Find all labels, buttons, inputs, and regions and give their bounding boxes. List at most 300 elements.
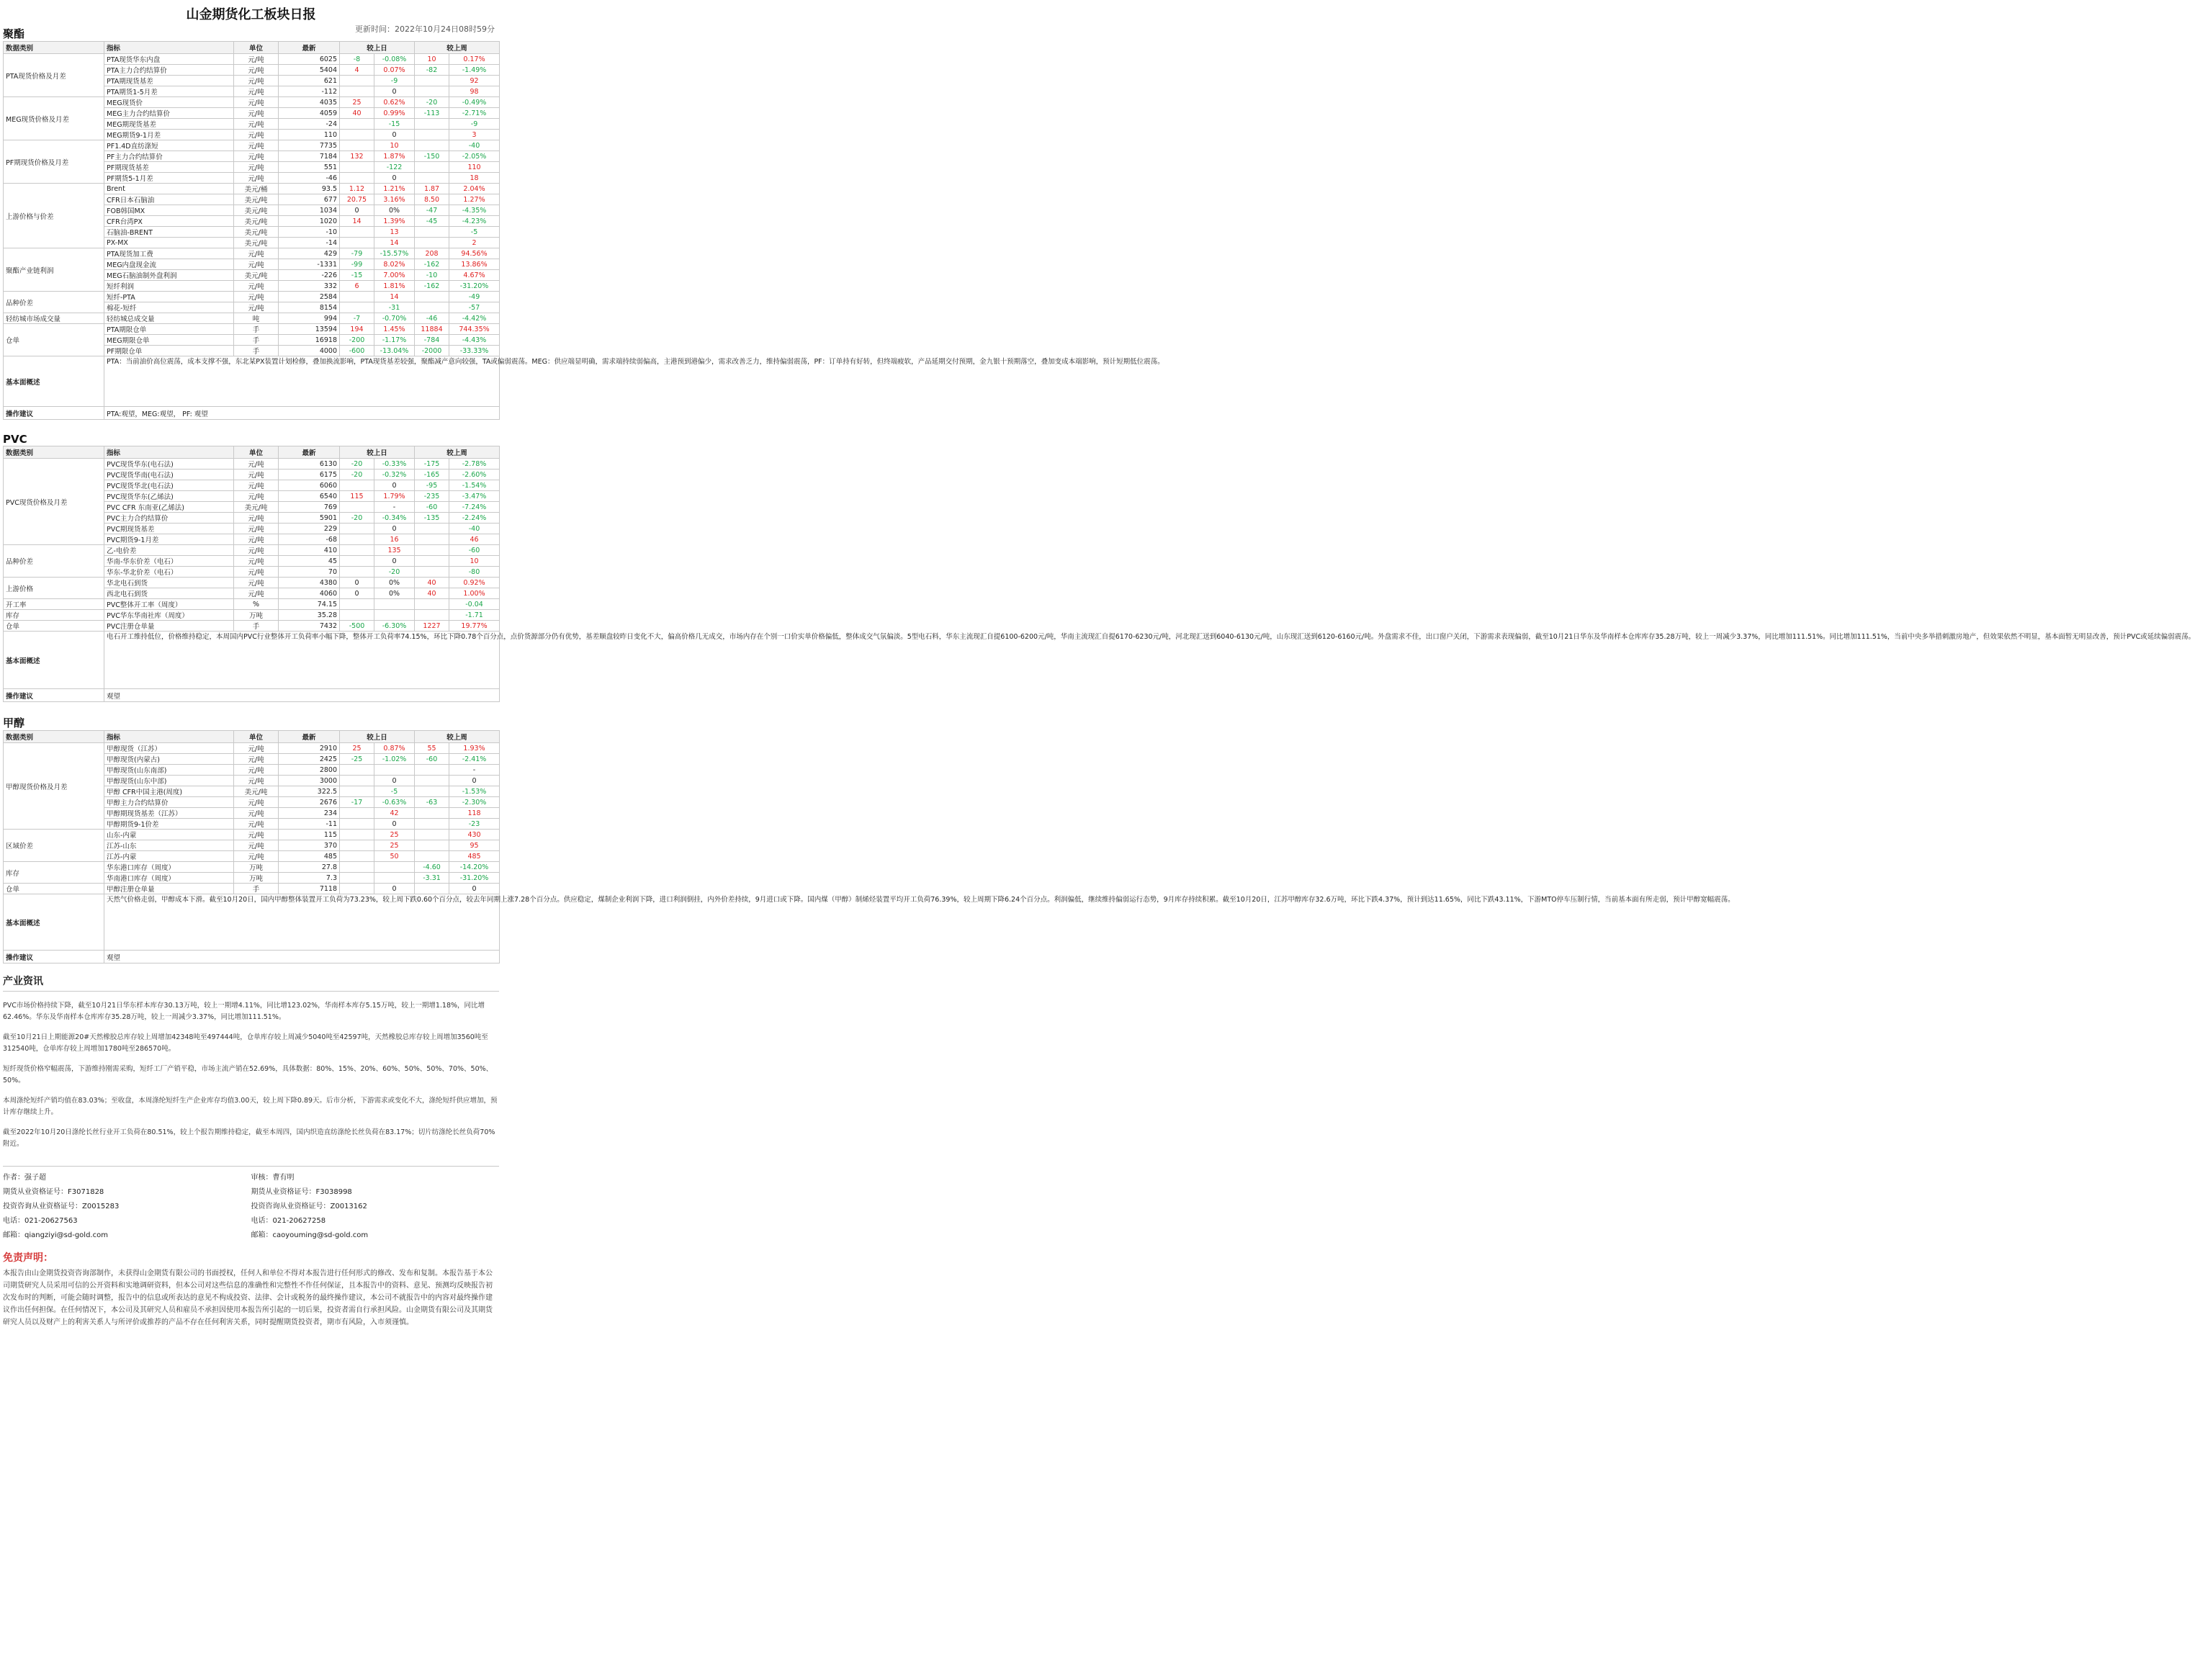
table-header xyxy=(4,731,500,743)
row-unit: 元/吨 xyxy=(234,840,279,851)
row-change-day: -600 xyxy=(340,346,374,356)
row-indicator: MEG内盘现金流 xyxy=(104,259,234,270)
row-change-week: 744.35% xyxy=(449,324,500,335)
row-indicator: PTA现货华东内盘 xyxy=(104,54,234,65)
row-change-week xyxy=(415,599,449,610)
row-change-day xyxy=(340,851,374,862)
row-change-day xyxy=(340,238,374,248)
row-latest: 5901 xyxy=(279,513,340,524)
row-change-week: -9 xyxy=(449,119,500,130)
row-change-week: -2.24% xyxy=(449,513,500,524)
row-unit: 元/吨 xyxy=(234,776,279,786)
row-indicator: CFR日本石脑油 xyxy=(104,194,234,205)
row-change-day xyxy=(340,292,374,302)
row-indicator: PTA现货加工费 xyxy=(104,248,234,259)
table-row xyxy=(4,578,500,588)
row-change-week: -4.23% xyxy=(449,216,500,227)
row-unit: 万吨 xyxy=(234,873,279,884)
row-change-week: -2.41% xyxy=(449,754,500,765)
row-change-week: -60 xyxy=(449,545,500,556)
row-latest: 485 xyxy=(279,851,340,862)
row-unit: 美元/吨 xyxy=(234,238,279,248)
row-change-week: -0.49% xyxy=(449,97,500,108)
row-unit: % xyxy=(234,599,279,610)
row-indicator: PF主力合约结算价 xyxy=(104,151,234,162)
row-indicator: 甲醇主力合约结算价 xyxy=(104,797,234,808)
row-indicator: PVC现货华东(乙烯法) xyxy=(104,491,234,502)
row-change-day xyxy=(340,524,374,534)
row-change-week: -4.42% xyxy=(449,313,500,324)
row-category: PVC现货价格及月差 xyxy=(4,459,104,545)
row-change-week: -60 xyxy=(415,502,449,513)
row-change-day: -8 xyxy=(340,54,374,65)
row-latest: -10 xyxy=(279,227,340,238)
row-unit: 元/吨 xyxy=(234,754,279,765)
row-latest: 6025 xyxy=(279,54,340,65)
row-category: 品种价差 xyxy=(4,545,104,578)
table-row xyxy=(4,830,500,840)
industry-body xyxy=(3,1000,499,1150)
row-latest: 4000 xyxy=(279,346,340,356)
header-latest: 最新 xyxy=(279,731,340,743)
row-change-week: 55 xyxy=(415,743,449,754)
row-latest: 769 xyxy=(279,502,340,513)
row-unit: 元/吨 xyxy=(234,513,279,524)
row-category: PF期现货价格及月差 xyxy=(4,140,104,184)
author-line: 期货从业资格证号：F3038998 xyxy=(251,1188,352,1196)
row-indicator: PVC期货9-1月差 xyxy=(104,534,234,545)
row-category: 聚酯产业链利润 xyxy=(4,248,104,292)
row-change-day: -0.08% xyxy=(374,54,415,65)
row-unit: 万吨 xyxy=(234,610,279,621)
row-indicator: PTA期现货基差 xyxy=(104,76,234,86)
row-unit: 手 xyxy=(234,621,279,632)
row-change-day: - xyxy=(374,502,415,513)
row-unit: 元/吨 xyxy=(234,567,279,578)
row-change-day xyxy=(340,808,374,819)
row-unit: 元/吨 xyxy=(234,797,279,808)
disclaimer xyxy=(3,1250,499,1329)
data-table xyxy=(3,446,2195,702)
advice-row xyxy=(4,689,500,702)
row-change-day: -1.17% xyxy=(374,335,415,346)
summary-label: 基本面概述 xyxy=(4,356,104,407)
row-change-day xyxy=(340,545,374,556)
row-change-week: -0.04 xyxy=(449,599,500,610)
row-indicator: 江苏-内蒙 xyxy=(104,851,234,862)
author-line: 期货从业资格证号：F3071828 xyxy=(3,1188,104,1196)
row-change-day: 0 xyxy=(374,130,415,140)
row-change-day xyxy=(340,140,374,151)
news-paragraph: 短纤现货价格窄幅震荡，下游维持刚需采购，短纤工厂产销平稳，市场主流产销在52.69%，具体数据：80%、15%、20%、60%、50%、50%、70%、50%、50%。 xyxy=(3,1065,493,1084)
row-change-week xyxy=(415,556,449,567)
row-latest: 4060 xyxy=(279,588,340,599)
row-change-day: -200 xyxy=(340,335,374,346)
row-change-day: 10 xyxy=(374,140,415,151)
row-latest: 74.15 xyxy=(279,599,340,610)
row-change-week: -45 xyxy=(415,216,449,227)
row-change-day: 0 xyxy=(374,556,415,567)
row-latest: 2584 xyxy=(279,292,340,302)
row-change-week: 4.67% xyxy=(449,270,500,281)
row-change-week: 98 xyxy=(449,86,500,97)
row-category: 库存 xyxy=(4,862,104,884)
row-change-week xyxy=(415,808,449,819)
row-change-day xyxy=(374,610,415,621)
row-change-week: -33.33% xyxy=(449,346,500,356)
row-unit: 元/吨 xyxy=(234,54,279,65)
author-line: 邮箱：qiangziyi@sd-gold.com xyxy=(3,1231,108,1239)
row-latest: 7432 xyxy=(279,621,340,632)
row-indicator: PTA期限仓单 xyxy=(104,324,234,335)
author-line: 投资咨询从业资格证号：Z0013162 xyxy=(251,1203,367,1210)
row-change-week: -60 xyxy=(415,754,449,765)
row-change-day: -99 xyxy=(340,259,374,270)
row-change-day: -17 xyxy=(340,797,374,808)
row-change-day: -5 xyxy=(374,786,415,797)
row-change-day: -0.63% xyxy=(374,797,415,808)
row-change-day: 0 xyxy=(374,86,415,97)
row-unit: 万吨 xyxy=(234,862,279,873)
row-change-week: 46 xyxy=(449,534,500,545)
row-change-week xyxy=(415,238,449,248)
row-change-day: 8.02% xyxy=(374,259,415,270)
row-unit: 元/吨 xyxy=(234,556,279,567)
advice-label: 操作建议 xyxy=(4,689,104,702)
row-latest: 35.28 xyxy=(279,610,340,621)
row-change-week: -10 xyxy=(415,270,449,281)
row-change-week: -1.53% xyxy=(449,786,500,797)
section-pvc xyxy=(0,433,2195,702)
row-change-day: 50 xyxy=(374,851,415,862)
author-line: 电话：021-20627563 xyxy=(3,1217,78,1225)
row-change-day xyxy=(340,776,374,786)
row-unit: 元/吨 xyxy=(234,108,279,119)
row-change-day: 115 xyxy=(340,491,374,502)
row-change-day xyxy=(340,173,374,184)
row-indicator: 短纤-PTA xyxy=(104,292,234,302)
row-change-day: 0 xyxy=(340,578,374,588)
row-latest: 370 xyxy=(279,840,340,851)
row-indicator: PX-MX xyxy=(104,238,234,248)
row-change-week: 1.00% xyxy=(449,588,500,599)
row-change-day: 0.07% xyxy=(374,65,415,76)
row-unit: 美元/吨 xyxy=(234,786,279,797)
disclaimer-title: 免责声明： xyxy=(3,1252,53,1264)
row-latest: 7184 xyxy=(279,151,340,162)
header-vs-prev-week: 较上周 xyxy=(415,446,500,459)
row-category: MEG现货价格及月差 xyxy=(4,97,104,140)
row-change-day: 14 xyxy=(340,216,374,227)
row-change-week: 0 xyxy=(449,884,500,894)
row-change-day: 1.12 xyxy=(340,184,374,194)
row-change-day: 0 xyxy=(374,776,415,786)
row-change-week: 208 xyxy=(415,248,449,259)
row-latest: 6060 xyxy=(279,480,340,491)
row-latest: 2910 xyxy=(279,743,340,754)
row-indicator: 甲醇现货(山东中部) xyxy=(104,776,234,786)
row-change-week xyxy=(415,173,449,184)
row-change-week: 11884 xyxy=(415,324,449,335)
row-latest: 110 xyxy=(279,130,340,140)
row-indicator: MEG期货9-1月差 xyxy=(104,130,234,140)
row-indicator: PF1.4D直纺涤短 xyxy=(104,140,234,151)
row-change-week: 40 xyxy=(415,578,449,588)
row-unit: 元/吨 xyxy=(234,97,279,108)
row-category: 仓单 xyxy=(4,324,104,356)
header-indicator: 指标 xyxy=(104,42,234,54)
row-change-day xyxy=(340,862,374,873)
row-change-day: -500 xyxy=(340,621,374,632)
table-row xyxy=(4,599,500,610)
row-latest: 994 xyxy=(279,313,340,324)
table-row xyxy=(4,545,500,556)
row-indicator: PVC CFR 东南亚(乙烯法) xyxy=(104,502,234,513)
row-unit: 元/吨 xyxy=(234,259,279,270)
row-change-day: 0 xyxy=(374,819,415,830)
row-latest: 6175 xyxy=(279,470,340,480)
row-latest: 16918 xyxy=(279,335,340,346)
row-change-week: -57 xyxy=(449,302,500,313)
row-change-week: 2.04% xyxy=(449,184,500,194)
row-unit: 元/吨 xyxy=(234,130,279,140)
row-change-day: -0.33% xyxy=(374,459,415,470)
row-unit: 美元/吨 xyxy=(234,194,279,205)
row-indicator: PVC华东华南社库（周度） xyxy=(104,610,234,621)
summary-label: 基本面概述 xyxy=(4,894,104,951)
row-change-week: -2.71% xyxy=(449,108,500,119)
row-change-day xyxy=(374,873,415,884)
table-header xyxy=(4,42,500,54)
update-time: 更新时间：2022年10月24日08时59分 xyxy=(355,24,495,34)
row-unit: 元/吨 xyxy=(234,480,279,491)
row-unit: 元/吨 xyxy=(234,292,279,302)
row-change-week: 8.50 xyxy=(415,194,449,205)
header-vs-prev-day: 较上日 xyxy=(340,42,415,54)
row-change-week xyxy=(415,302,449,313)
advice-label: 操作建议 xyxy=(4,951,104,963)
summary-label: 基本面概述 xyxy=(4,632,104,689)
row-unit: 元/吨 xyxy=(234,119,279,130)
row-change-day: 0 xyxy=(374,173,415,184)
header-vs-prev-week: 较上周 xyxy=(415,42,500,54)
row-change-day: 0 xyxy=(374,524,415,534)
header-unit: 单位 xyxy=(234,731,279,743)
row-change-day: 25 xyxy=(374,830,415,840)
news-paragraph: 本周涤纶短纤产销均值在83.03%；至收盘，本周涤纶短纤生产企业库存均值3.00天，较上周下降0.89天。后市分析，下游需求或变化不大，涤纶短纤供应增加，预计库存继续上升。 xyxy=(3,1097,498,1116)
row-change-day: 1.21% xyxy=(374,184,415,194)
row-latest: 621 xyxy=(279,76,340,86)
row-change-week: -46 xyxy=(415,313,449,324)
row-unit: 元/吨 xyxy=(234,765,279,776)
row-change-day: -7 xyxy=(340,313,374,324)
header-unit: 单位 xyxy=(234,42,279,54)
row-change-day: -20 xyxy=(340,470,374,480)
table-row xyxy=(4,884,500,894)
row-latest: 4035 xyxy=(279,97,340,108)
row-indicator: CFR台湾PX xyxy=(104,216,234,227)
row-change-day xyxy=(340,76,374,86)
header-unit: 单位 xyxy=(234,446,279,459)
row-change-week: -31.20% xyxy=(449,873,500,884)
row-indicator: 华北电石到货 xyxy=(104,578,234,588)
row-change-week: -1.49% xyxy=(449,65,500,76)
row-change-week: -31.20% xyxy=(449,281,500,292)
row-latest: 677 xyxy=(279,194,340,205)
author-line: 邮箱：caoyouming@sd-gold.com xyxy=(251,1231,369,1239)
row-unit: 元/吨 xyxy=(234,86,279,97)
table-row xyxy=(4,862,500,873)
row-category: PTA现货价格及月差 xyxy=(4,54,104,97)
header-category: 数据类别 xyxy=(4,446,104,459)
row-unit: 元/吨 xyxy=(234,281,279,292)
row-indicator: PVC现货华北(电石法) xyxy=(104,480,234,491)
row-change-day: 0 xyxy=(340,205,374,216)
row-latest: 115 xyxy=(279,830,340,840)
row-category: 库存 xyxy=(4,610,104,621)
news-paragraph: 截至2022年10月20日涤纶长丝行业开工负荷在80.51%，较上个报告期维持稳定，截至本周四，国内织造直纺涤纶长丝负荷在83.17%；切片纺涤纶长丝负荷70%附近。 xyxy=(3,1128,495,1148)
row-indicator: FOB韩国MX xyxy=(104,205,234,216)
row-unit: 元/吨 xyxy=(234,743,279,754)
author-line: 审核：曹有明 xyxy=(251,1174,295,1182)
row-change-day: 7.00% xyxy=(374,270,415,281)
author-line: 作者：强子超 xyxy=(3,1174,46,1182)
row-latest: -68 xyxy=(279,534,340,545)
row-indicator: 甲醇 CFR中国主港(周度) xyxy=(104,786,234,797)
row-change-day: -6.30% xyxy=(374,621,415,632)
row-change-week: - xyxy=(449,765,500,776)
row-indicator: PF期现货基差 xyxy=(104,162,234,173)
row-unit: 元/吨 xyxy=(234,578,279,588)
row-change-day: -31 xyxy=(374,302,415,313)
row-change-day: 0 xyxy=(374,884,415,894)
author-info xyxy=(3,1166,499,1243)
row-change-day: 1.45% xyxy=(374,324,415,335)
row-indicator: PTA主力合约结算价 xyxy=(104,65,234,76)
row-change-day: -122 xyxy=(374,162,415,173)
header-vs-prev-day: 较上日 xyxy=(340,731,415,743)
row-change-day: 135 xyxy=(374,545,415,556)
row-change-week: -82 xyxy=(415,65,449,76)
summary-row xyxy=(4,356,500,407)
row-latest: 27.8 xyxy=(279,862,340,873)
row-latest: -1331 xyxy=(279,259,340,270)
table-row xyxy=(4,743,500,754)
row-unit: 美元/吨 xyxy=(234,205,279,216)
section-polyester xyxy=(0,26,1164,420)
row-change-week: 1.87 xyxy=(415,184,449,194)
section-title: PVC xyxy=(3,433,27,446)
header-category: 数据类别 xyxy=(4,731,104,743)
row-indicator: 华东-华北价差（电石） xyxy=(104,567,234,578)
table-row xyxy=(4,248,500,259)
row-change-week: -63 xyxy=(415,797,449,808)
row-change-day: 1.87% xyxy=(374,151,415,162)
row-latest: 234 xyxy=(279,808,340,819)
header-vs-prev-week: 较上周 xyxy=(415,731,500,743)
row-indicator: PVC现货华南(电石法) xyxy=(104,470,234,480)
row-change-week: -135 xyxy=(415,513,449,524)
row-unit: 元/吨 xyxy=(234,534,279,545)
row-change-week: -47 xyxy=(415,205,449,216)
row-latest: 1034 xyxy=(279,205,340,216)
row-change-day: 1.39% xyxy=(374,216,415,227)
row-change-week xyxy=(415,86,449,97)
news-paragraph: 截至10月21日上期能源20#天然橡胶总库存较上周增加42348吨至497444吨，仓单库存较上周减少5040吨至42597吨，天然橡胶总库存较上周增加3560吨至312540吨，仓单库存较上周增加1780吨至286570吨。 xyxy=(3,1033,488,1053)
row-change-week: -95 xyxy=(415,480,449,491)
row-latest: 1020 xyxy=(279,216,340,227)
row-indicator: PF期限仓单 xyxy=(104,346,234,356)
row-change-week xyxy=(415,76,449,86)
row-indicator: PVC主力合约结算价 xyxy=(104,513,234,524)
row-change-week: 92 xyxy=(449,76,500,86)
row-indicator: 短纤利润 xyxy=(104,281,234,292)
author-column xyxy=(3,1167,251,1243)
row-change-week: -4.43% xyxy=(449,335,500,346)
row-change-week: -4.35% xyxy=(449,205,500,216)
row-change-day xyxy=(340,786,374,797)
row-change-week: 110 xyxy=(449,162,500,173)
row-change-day: 14 xyxy=(374,238,415,248)
row-change-week: 1.93% xyxy=(449,743,500,754)
row-change-week xyxy=(415,524,449,534)
row-change-week: 0.17% xyxy=(449,54,500,65)
row-latest: 93.5 xyxy=(279,184,340,194)
row-change-week xyxy=(415,162,449,173)
row-indicator: 甲醇注册仓单量 xyxy=(104,884,234,894)
row-unit: 手 xyxy=(234,346,279,356)
row-change-day: 0% xyxy=(374,205,415,216)
row-change-week xyxy=(415,851,449,862)
row-unit: 手 xyxy=(234,884,279,894)
row-change-week: 10 xyxy=(415,54,449,65)
table-row xyxy=(4,54,500,65)
row-latest: 7735 xyxy=(279,140,340,151)
row-latest: 2800 xyxy=(279,765,340,776)
row-change-week: -4.60 xyxy=(415,862,449,873)
row-change-week xyxy=(415,884,449,894)
row-unit: 元/吨 xyxy=(234,524,279,534)
row-change-week: 430 xyxy=(449,830,500,840)
row-latest: 45 xyxy=(279,556,340,567)
row-unit: 手 xyxy=(234,324,279,335)
row-change-day: 25 xyxy=(340,97,374,108)
summary-row xyxy=(4,632,500,689)
row-latest: 410 xyxy=(279,545,340,556)
row-change-week: -3.31 xyxy=(415,873,449,884)
section-methanol xyxy=(0,715,1735,963)
row-indicator: 江苏-山东 xyxy=(104,840,234,851)
row-change-day: -9 xyxy=(374,76,415,86)
header-latest: 最新 xyxy=(279,42,340,54)
data-table xyxy=(3,41,1164,420)
row-change-day xyxy=(374,599,415,610)
section-title: 聚酯 xyxy=(3,27,25,40)
row-change-day xyxy=(340,534,374,545)
row-change-week: 118 xyxy=(449,808,500,819)
row-change-week xyxy=(415,840,449,851)
row-change-day: 4 xyxy=(340,65,374,76)
row-change-day xyxy=(340,502,374,513)
row-change-week: -113 xyxy=(415,108,449,119)
row-latest: 3000 xyxy=(279,776,340,786)
row-change-week: 3 xyxy=(449,130,500,140)
header-indicator: 指标 xyxy=(104,446,234,459)
row-change-week: -7.24% xyxy=(449,502,500,513)
row-category: 轻纺城市场成交量 xyxy=(4,313,104,324)
row-change-day xyxy=(340,765,374,776)
row-change-week: -40 xyxy=(449,140,500,151)
